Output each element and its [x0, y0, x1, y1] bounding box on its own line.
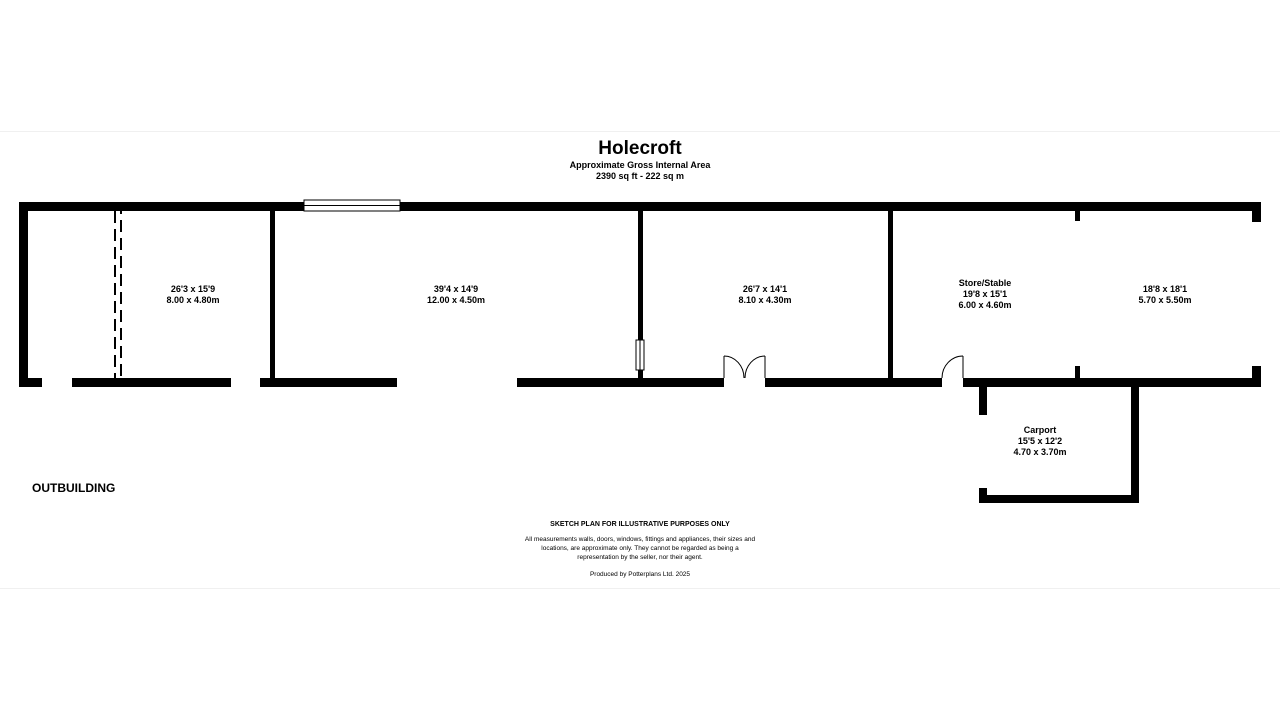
room-3-metric: 8.10 x 4.30m	[738, 295, 792, 305]
room-1-imperial: 26'3 x 15'9	[170, 284, 216, 294]
room-1-metric: 8.00 x 4.80m	[166, 295, 220, 305]
window-side	[636, 340, 644, 370]
sketch-heading: SKETCH PLAN FOR ILLUSTRATIVE PURPOSES ONLY	[550, 521, 730, 528]
room-2-label	[427, 284, 485, 306]
wall-bottom-seg	[72, 378, 231, 387]
area-label: Approximate Gross Internal Area	[569, 160, 711, 170]
wall-right-upper	[1252, 202, 1261, 222]
partition	[270, 202, 275, 387]
double-door	[724, 356, 765, 378]
room-3-imperial: 26'7 x 14'1	[742, 284, 788, 294]
room-2-imperial: 39'4 x 14'9	[433, 284, 479, 294]
window-top	[304, 200, 400, 211]
carport-wall	[979, 488, 987, 503]
room-4-name: Store/Stable	[958, 278, 1012, 288]
room-3-label	[738, 284, 791, 306]
wall-bottom-seg	[260, 378, 397, 387]
wall-stub	[1075, 202, 1080, 221]
produced-by: Produced by Potterplans Ltd. 2025	[589, 571, 691, 578]
room-6-name: Carport	[1023, 425, 1057, 435]
carport-wall	[979, 495, 1139, 503]
room-1-label	[166, 284, 219, 306]
disclaimer-text: All measurements walls, doors, windows, fittings and appliances, their sizes and locations, are approximate only. They cannot be regarded as being a representation by the seller, nor their agent.	[524, 536, 756, 561]
wall-stub	[1075, 366, 1080, 387]
room-2-metric: 12.00 x 4.50m	[426, 295, 486, 305]
carport-wall	[1131, 378, 1139, 503]
wall-bottom-seg	[963, 378, 1261, 387]
room-5-metric: 5.70 x 5.50m	[1138, 295, 1192, 305]
partition	[888, 202, 893, 387]
single-door	[942, 356, 963, 378]
section-label: OUTBUILDING	[32, 481, 116, 495]
room-4-imperial: 19'8 x 15'1	[962, 289, 1008, 299]
room-6-imperial: 15'5 x 12'2	[1017, 436, 1063, 446]
room-carport-label	[1013, 425, 1066, 458]
partition	[638, 370, 643, 387]
room-5-imperial: 18'8 x 18'1	[1142, 284, 1188, 294]
wall-left	[19, 202, 28, 387]
room-4-metric: 6.00 x 4.60m	[958, 300, 1012, 310]
carport-wall	[979, 378, 987, 415]
partition	[638, 202, 643, 340]
room-6-metric: 4.70 x 3.70m	[1013, 447, 1067, 457]
wall-bottom-seg	[765, 378, 942, 387]
room-5-label	[1138, 284, 1191, 306]
dashed-partition	[115, 211, 121, 378]
room-store-stable-label	[958, 278, 1011, 311]
area-value: 2390 sq ft - 222 sq m	[595, 171, 685, 181]
wall-bottom-seg	[19, 378, 42, 387]
wall-bottom-seg	[517, 378, 724, 387]
plan-title: Holecroft	[598, 138, 682, 159]
